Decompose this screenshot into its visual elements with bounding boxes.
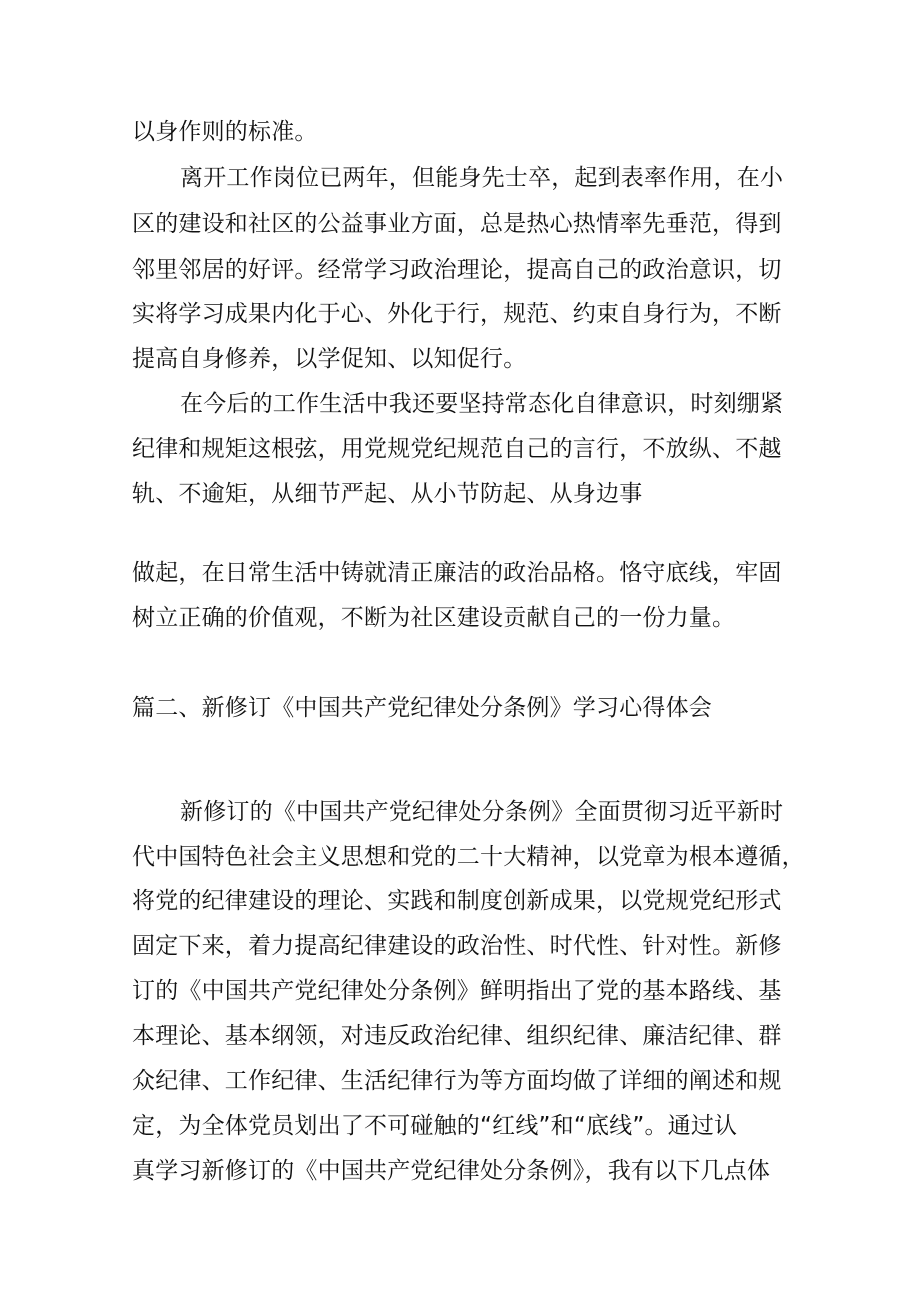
text-line: 将党的纪律建设的理论、实践和制度创新成果，以党规党纪形式 xyxy=(132,888,782,914)
text-line: 本理论、基本纲领，对违反政治纪律、组织纪律、廉洁纪律、群 xyxy=(132,1023,782,1049)
text-line: 邻里邻居的好评。经常学习政治理论，提高自己的政治意识，切 xyxy=(132,257,782,283)
text-line: 提高自身修养，以学促知、以知促行。 xyxy=(132,346,527,372)
text-line: 固定下来，着力提高纪律建设的政治性、时代性、针对性。新修 xyxy=(132,933,782,959)
text-line: 众纪律、工作纪律、生活纪律行为等方面均做了详细的阐述和规 xyxy=(132,1068,782,1094)
text-line: 订的《中国共产党纪律处分条例》鲜明指出了党的基本路线、基 xyxy=(132,978,782,1004)
paragraph-start: 离开工作岗位已两年，但能身先士卒，起到表率作用，在小 xyxy=(180,165,784,191)
text-line: 以身作则的标准。 xyxy=(132,119,318,145)
text-line: 真学习新修订的《中国共产党纪律处分条例》，我有以下几点体 xyxy=(132,1158,771,1184)
text-line: 定，为全体党员划出了不可碰触的“红线”和“底线”。通过认 xyxy=(132,1113,738,1139)
section-heading: 篇二、新修订《中国共产党纪律处分条例》学习心得体会 xyxy=(132,695,712,721)
paragraph-start: 在今后的工作生活中我还要坚持常态化自律意识，时刻绷紧 xyxy=(180,391,784,417)
text-line: 做起，在日常生活中铸就清正廉洁的政治品格。恪守底线，牢固 xyxy=(132,560,782,586)
text-line: 树立正确的价值观，不断为社区建设贡献自己的一份力量。 xyxy=(132,605,736,631)
paragraph-start: 新修订的《中国共产党纪律处分条例》全面贯彻习近平新时 xyxy=(180,799,784,825)
text-line: 代中国特色社会主义思想和党的二十大精神，以党章为根本遵循， xyxy=(132,844,805,870)
text-line: 区的建设和社区的公益事业方面，总是热心热情率先垂范，得到 xyxy=(132,211,782,237)
text-line: 轨、不逾矩，从细节严起、从小节防起、从身边事 xyxy=(132,481,643,507)
text-line: 实将学习成果内化于心、外化于行，规范、约束自身行为，不断 xyxy=(132,301,782,327)
text-line: 纪律和规矩这根弦，用党规党纪规范自己的言行，不放纵、不越 xyxy=(132,436,782,462)
